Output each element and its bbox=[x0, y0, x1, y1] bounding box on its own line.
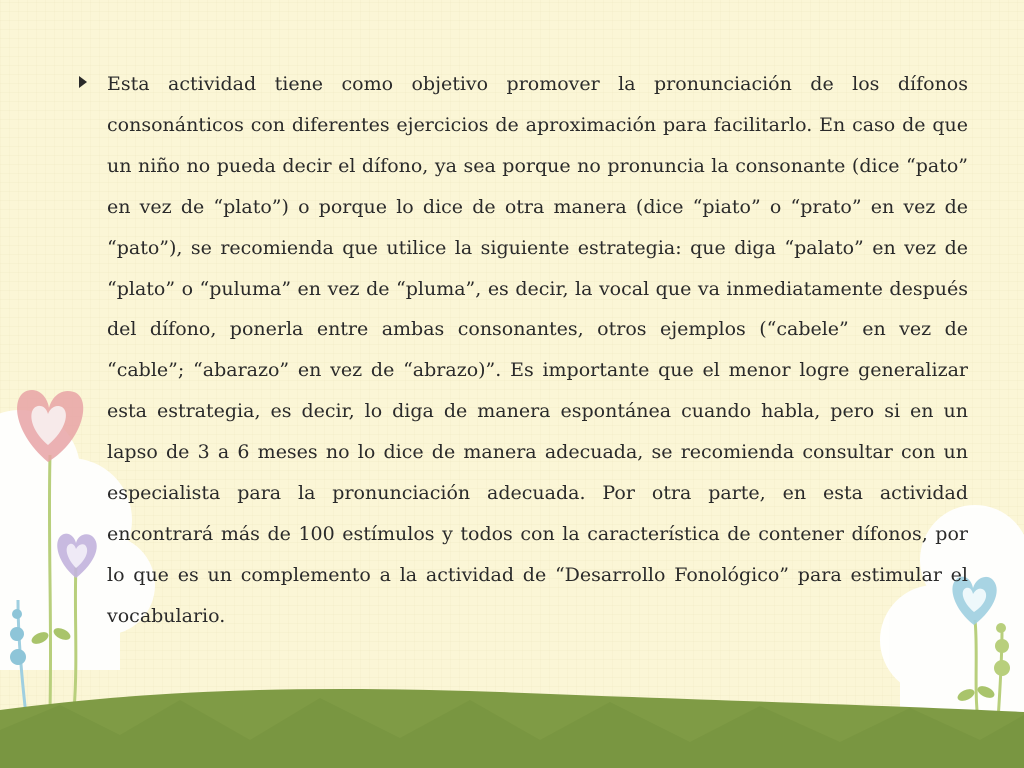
slide-content bbox=[78, 64, 968, 637]
bullet-item bbox=[78, 64, 968, 637]
grass-hill bbox=[0, 689, 1024, 768]
body-paragraph: Esta actividad tiene como objetivo promover la pronunciación de los dífonos consonánticos con diferentes ejercicios de aproximación para facilitarlo. En caso de que un niño no pueda decir el dífono, ya sea porque no pronuncia la consonante (dice “pato” en vez de “plato”) o porque lo dice de otra manera (dice “piato” o “prato” en vez de “pato”), se recomienda que utilice la siguiente estrategia: que diga “palato” en vez de “plato” o “puluma” en vez de “pluma”, es decir, la vocal que va inmediatamente después del dífono, ponerla entre ambas consonantes, otros ejemplos (“cabele” en vez de “cable”; “abarazo” en vez de “abrazo)”. Es importante que el menor logre generalizar esta estrategia, es decir, lo diga de manera espontánea cuando habla, pero si en un lapso de 3 a 6 meses no lo dice de manera adecuada, se recomienda consultar con un especialista para la pronunciación adecuada. Por otra parte, en esta actividad encontrará más de 100 estímulos y todos con la característica de contener dífonos, por lo que es un complemento a la actividad de “Desarrollo Fonológico” para estimular el vocabulario. bbox=[107, 73, 968, 627]
triangle-right-icon bbox=[78, 64, 107, 93]
